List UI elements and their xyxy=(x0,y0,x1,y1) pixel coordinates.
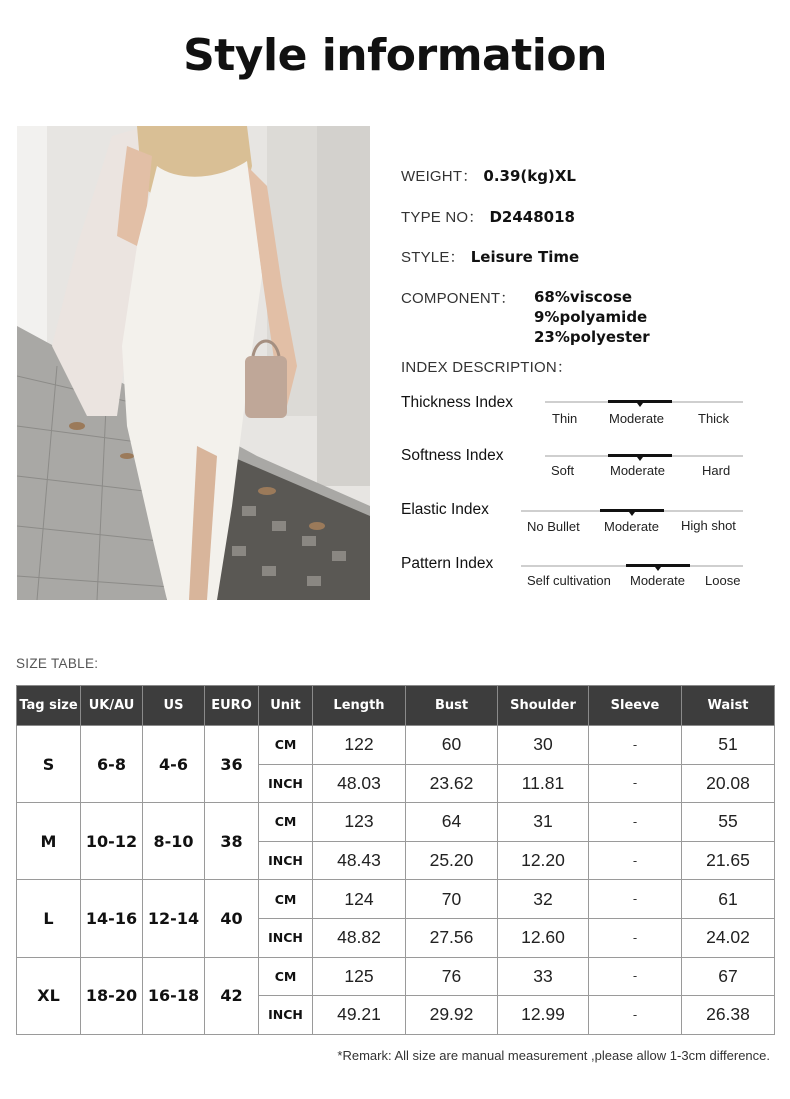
column-header: Length xyxy=(313,686,406,726)
length-cell: 48.82 xyxy=(313,918,406,957)
waist-cell: 20.08 xyxy=(682,764,775,803)
waist-cell: 21.65 xyxy=(682,841,775,880)
table-row xyxy=(17,803,775,842)
table-header-row xyxy=(17,686,775,726)
bust-cell: 64 xyxy=(406,803,498,842)
bust-cell: 25.20 xyxy=(406,841,498,880)
table-row xyxy=(17,957,775,996)
size-table xyxy=(16,685,775,1035)
uk-au-cell: 6-8 xyxy=(81,726,143,803)
thickness-index-label: Thickness Index xyxy=(401,394,513,411)
caret-down-icon xyxy=(637,457,643,461)
tag-size-cell: XL xyxy=(17,957,81,1034)
length-cell: 48.03 xyxy=(313,764,406,803)
pattern-option: Self cultivation xyxy=(527,573,611,588)
unit-cell: INCH xyxy=(259,996,313,1035)
sleeve-cell: - xyxy=(589,841,682,880)
bust-cell: 70 xyxy=(406,880,498,919)
elastic-index-label: Elastic Index xyxy=(401,501,489,518)
caret-down-icon xyxy=(637,403,643,407)
remark-note: *Remark: All size are manual measurement ,please allow 1-3cm difference. xyxy=(337,1048,770,1063)
weight-label: WEIGHT： xyxy=(401,168,478,185)
style-row xyxy=(401,246,579,267)
unit-cell: INCH xyxy=(259,841,313,880)
shoulder-cell: 30 xyxy=(498,726,589,765)
unit-cell: INCH xyxy=(259,918,313,957)
column-header: Unit xyxy=(259,686,313,726)
page-title: Style information xyxy=(183,30,607,81)
weight-row xyxy=(401,165,576,186)
component-item: 9%polyamide xyxy=(534,308,648,326)
euro-cell: 40 xyxy=(205,880,259,957)
thickness-option: Thin xyxy=(552,411,578,426)
bust-cell: 23.62 xyxy=(406,764,498,803)
sleeve-cell: - xyxy=(589,803,682,842)
waist-cell: 67 xyxy=(682,957,775,996)
length-cell: 49.21 xyxy=(313,996,406,1035)
length-cell: 48.43 xyxy=(313,841,406,880)
component-item: 68%viscose xyxy=(534,288,633,306)
shoulder-cell: 12.60 xyxy=(498,918,589,957)
tag-size-cell: M xyxy=(17,803,81,880)
bust-cell: 76 xyxy=(406,957,498,996)
column-header: UK/AU xyxy=(81,686,143,726)
product-photo xyxy=(17,126,370,600)
euro-cell: 36 xyxy=(205,726,259,803)
style-value: Leisure Time xyxy=(470,248,580,266)
us-cell: 16-18 xyxy=(143,957,205,1034)
length-cell: 124 xyxy=(313,880,406,919)
table-row xyxy=(17,726,775,765)
shoulder-cell: 33 xyxy=(498,957,589,996)
waist-cell: 51 xyxy=(682,726,775,765)
sleeve-cell: - xyxy=(589,764,682,803)
index-description-label: INDEX DESCRIPTION： xyxy=(401,359,573,376)
elastic-option: No Bullet xyxy=(527,519,580,534)
column-header: Tag size xyxy=(17,686,81,726)
shoulder-cell: 12.99 xyxy=(498,996,589,1035)
waist-cell: 61 xyxy=(682,880,775,919)
unit-cell: CM xyxy=(259,957,313,996)
softness-index-label: Softness Index xyxy=(401,447,504,464)
pattern-option: Loose xyxy=(705,573,741,588)
us-cell: 4-6 xyxy=(143,726,205,803)
pattern-index-label: Pattern Index xyxy=(401,555,494,572)
table-row xyxy=(17,880,775,919)
waist-cell: 26.38 xyxy=(682,996,775,1035)
type-row xyxy=(401,206,575,227)
bust-cell: 60 xyxy=(406,726,498,765)
elastic-option: High shot xyxy=(681,518,736,533)
type-label: TYPE NO： xyxy=(401,209,484,226)
size-table-label: SIZE TABLE: xyxy=(16,656,99,671)
tag-size-cell: S xyxy=(17,726,81,803)
shoulder-cell: 11.81 xyxy=(498,764,589,803)
softness-option: Soft xyxy=(551,463,575,478)
pattern-option: Moderate xyxy=(630,573,685,588)
column-header: Bust xyxy=(406,686,498,726)
waist-cell: 24.02 xyxy=(682,918,775,957)
uk-au-cell: 14-16 xyxy=(81,880,143,957)
caret-down-icon xyxy=(655,567,661,571)
sleeve-cell: - xyxy=(589,726,682,765)
softness-option: Moderate xyxy=(610,463,665,478)
sleeve-cell: - xyxy=(589,996,682,1035)
style-label: STYLE： xyxy=(401,249,465,266)
bust-cell: 29.92 xyxy=(406,996,498,1035)
sleeve-cell: - xyxy=(589,957,682,996)
unit-cell: CM xyxy=(259,726,313,765)
softness-option: Hard xyxy=(702,463,731,478)
euro-cell: 38 xyxy=(205,803,259,880)
thickness-option: Moderate xyxy=(609,411,664,426)
sleeve-cell: - xyxy=(589,918,682,957)
weight-value: 0.39(kg)XL xyxy=(483,167,576,185)
waist-cell: 55 xyxy=(682,803,775,842)
uk-au-cell: 10-12 xyxy=(81,803,143,880)
us-cell: 8-10 xyxy=(143,803,205,880)
shoulder-cell: 12.20 xyxy=(498,841,589,880)
column-header: Sleeve xyxy=(589,686,682,726)
us-cell: 12-14 xyxy=(143,880,205,957)
unit-cell: INCH xyxy=(259,764,313,803)
caret-down-icon xyxy=(629,512,635,516)
unit-cell: CM xyxy=(259,803,313,842)
component-item: 23%polyester xyxy=(534,328,650,346)
column-header: Waist xyxy=(682,686,775,726)
column-header: US xyxy=(143,686,205,726)
shoulder-cell: 31 xyxy=(498,803,589,842)
sleeve-cell: - xyxy=(589,880,682,919)
euro-cell: 42 xyxy=(205,957,259,1034)
length-cell: 125 xyxy=(313,957,406,996)
bust-cell: 27.56 xyxy=(406,918,498,957)
column-header: Shoulder xyxy=(498,686,589,726)
elastic-option: Moderate xyxy=(604,519,659,534)
component-row xyxy=(401,287,516,308)
shoulder-cell: 32 xyxy=(498,880,589,919)
type-value: D2448018 xyxy=(489,208,575,226)
length-cell: 122 xyxy=(313,726,406,765)
component-label: COMPONENT： xyxy=(401,290,516,307)
uk-au-cell: 18-20 xyxy=(81,957,143,1034)
index-description-row xyxy=(401,356,572,377)
thickness-option: Thick xyxy=(698,411,730,426)
unit-cell: CM xyxy=(259,880,313,919)
component-list xyxy=(534,287,650,347)
tag-size-cell: L xyxy=(17,880,81,957)
length-cell: 123 xyxy=(313,803,406,842)
column-header: EURO xyxy=(205,686,259,726)
